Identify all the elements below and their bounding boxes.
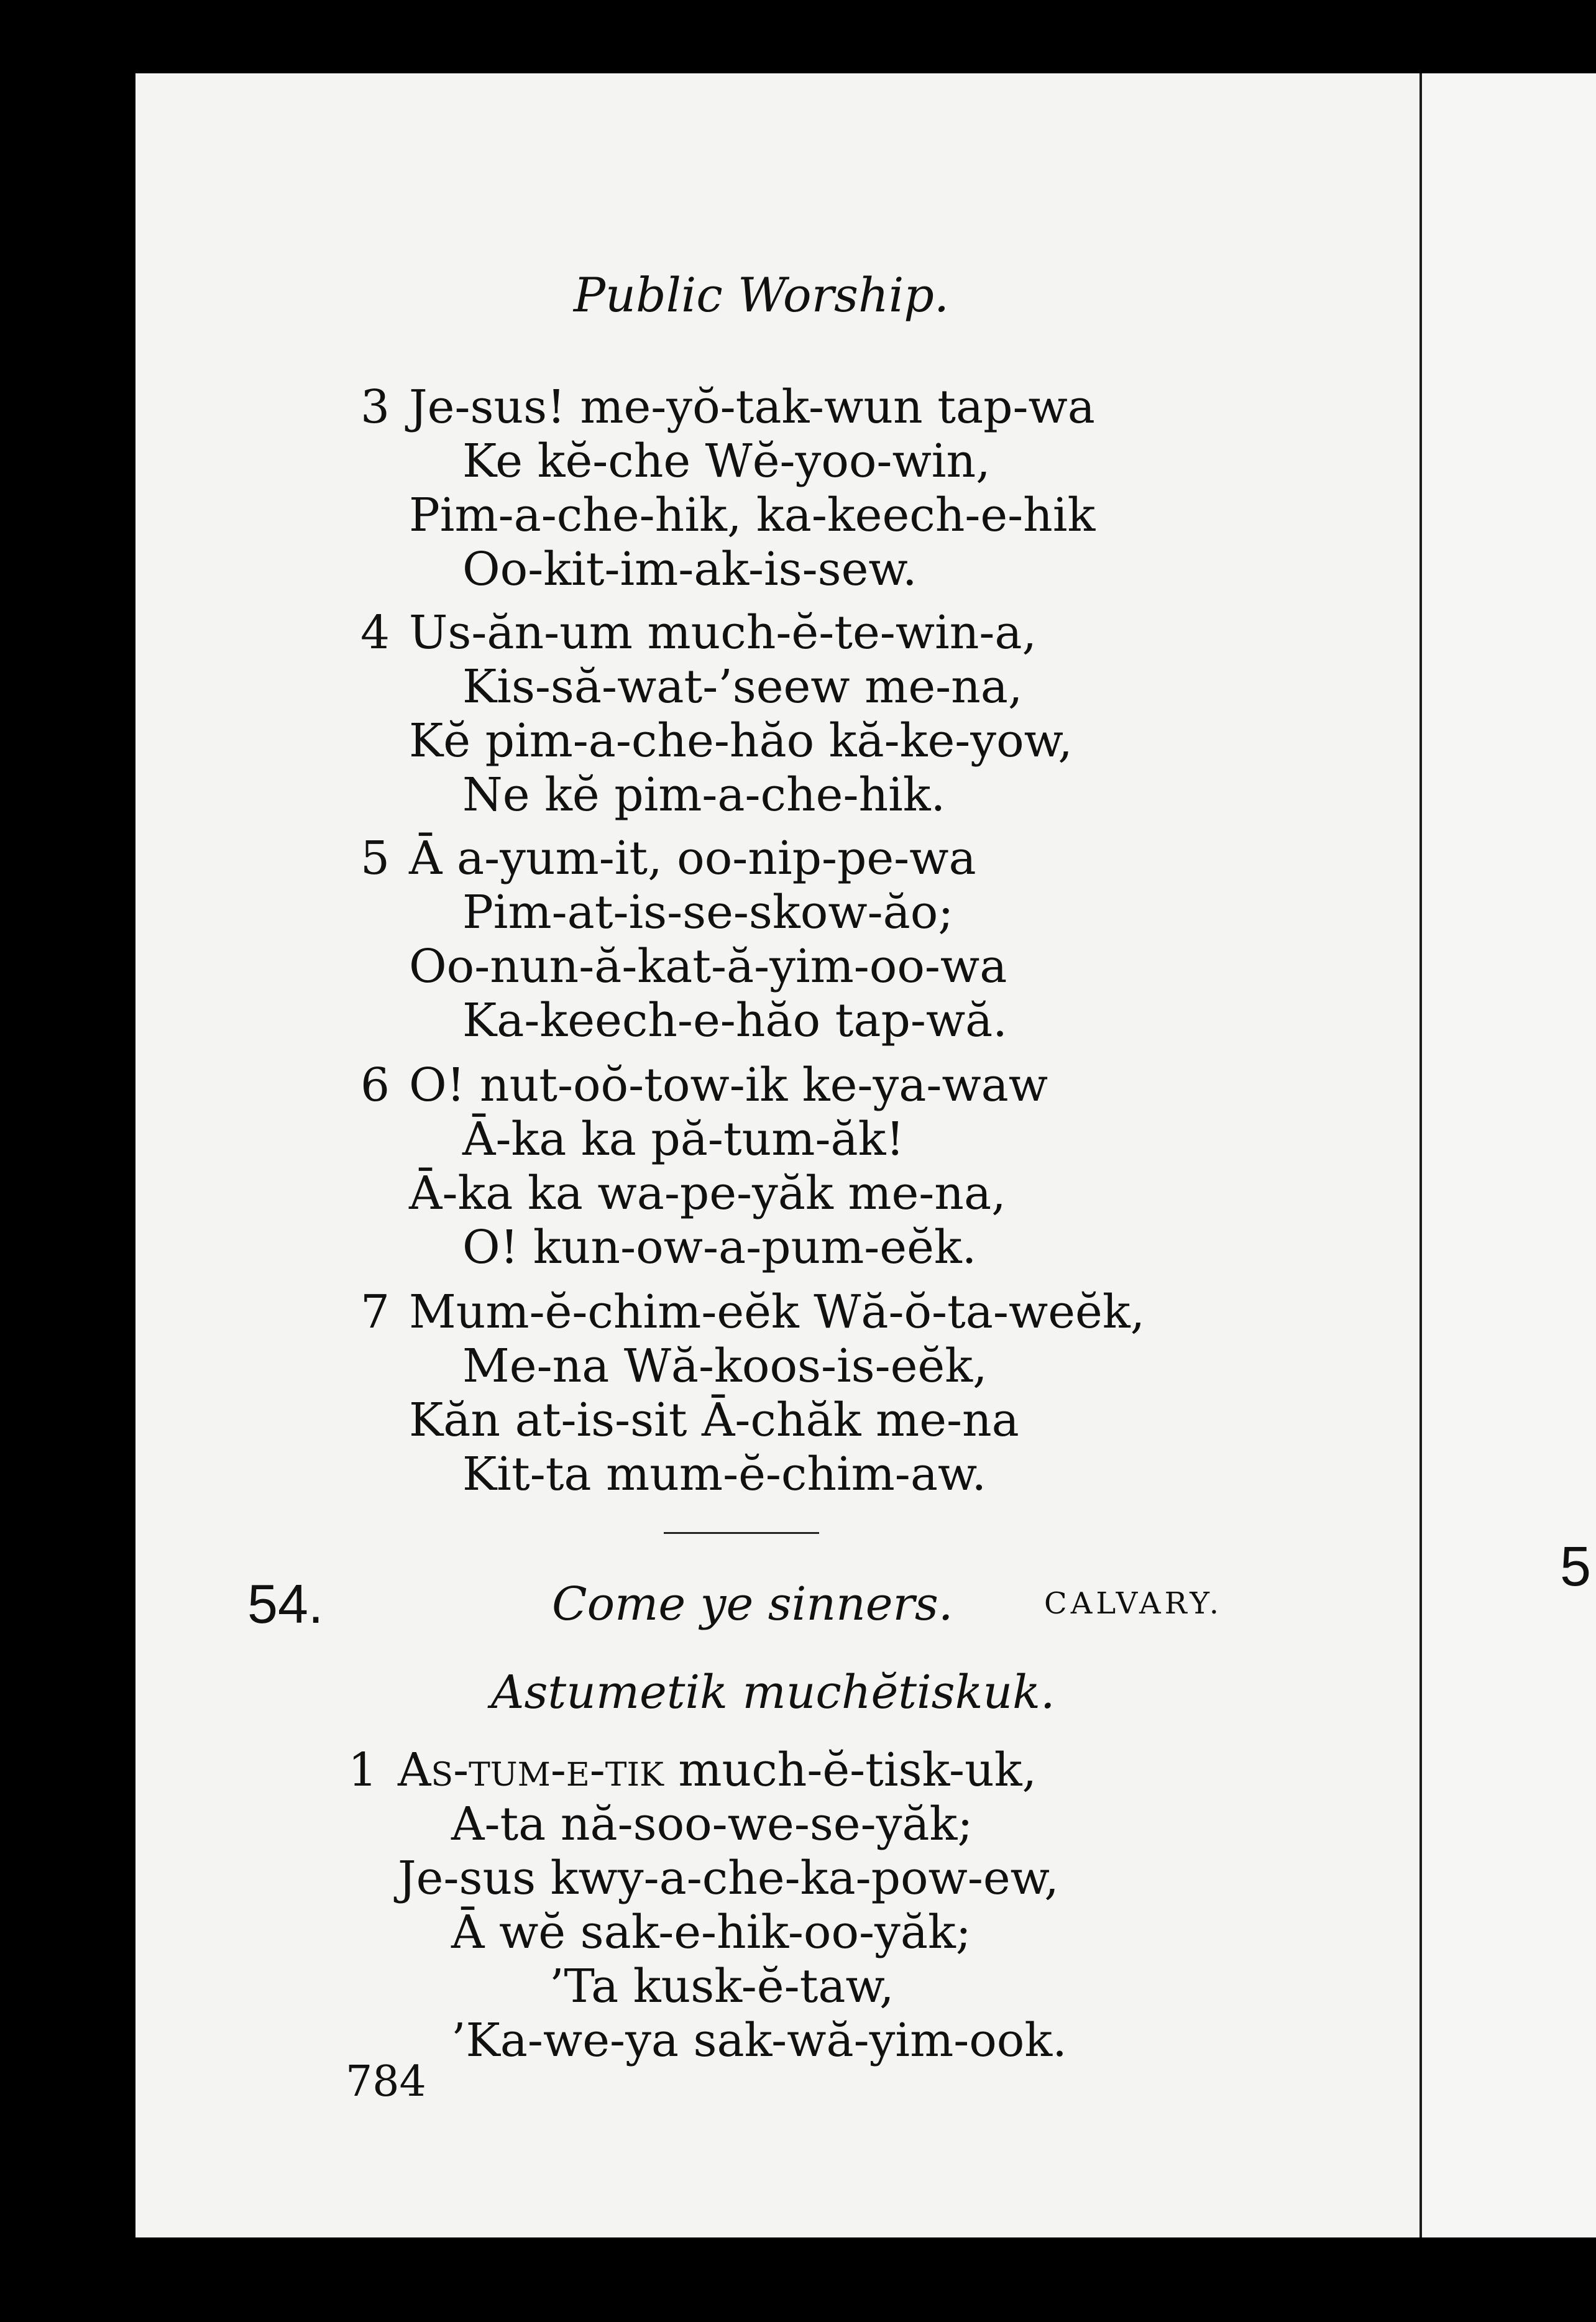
hymn-subtitle: Astumetik muchĕtiskuk.	[491, 1666, 1055, 1719]
verse-line: Mum-ĕ-chim-eĕk Wă-ŏ-ta-weĕk,	[409, 1285, 1145, 1339]
verse-line: Pim-a-che-hik, ka-keech-e-hik	[409, 489, 1096, 542]
page-number: 784	[346, 2057, 426, 2106]
verse-number: 1	[348, 1743, 378, 1797]
running-header: Public Worship.	[573, 267, 950, 323]
verse-line: Je-sus! me-yŏ-tak-wun tap-wa	[409, 380, 1095, 434]
tune-name: CALVARY.	[1044, 1586, 1223, 1621]
verse-line: Ā-ka ka wa-pe-yăk me-na,	[409, 1167, 1006, 1220]
section-divider	[664, 1532, 819, 1534]
verse-line: Ke kĕ-che Wĕ-yoo-win,	[462, 434, 991, 488]
verse-line: Kis-să-wat-’seew me-na,	[462, 660, 1023, 714]
verse-line: Ā wĕ sak-e-hik-oo-yăk;	[451, 1906, 971, 1959]
verse-line: Me-na Wă-koos-is-eĕk,	[462, 1339, 988, 1393]
verse-number: 3	[360, 380, 390, 434]
verse-line: Ne kĕ pim-a-che-hik.	[462, 768, 946, 822]
verse-line: Oo-nun-ă-kat-ă-yim-oo-wa	[409, 940, 1007, 993]
verse-first-line	[398, 1743, 1037, 1797]
verse-line: Oo-kit-im-ak-is-sew.	[462, 543, 917, 596]
first-line-rest: much-ĕ-tisk-uk,	[663, 1743, 1037, 1797]
verse-line: O! nut-oŏ-tow-ik ke-ya-waw	[409, 1058, 1048, 1112]
verse-number: 7	[360, 1285, 390, 1339]
verse-line: ’Ka-we-ya sak-wă-yim-ook.	[451, 2014, 1067, 2067]
verse-line: Ā a-yum-it, oo-nip-pe-wa	[409, 832, 976, 885]
hymn-number: 54.	[247, 1573, 324, 1635]
verse-number: 4	[360, 606, 390, 659]
verse-line: ’Ta kusk-ĕ-taw,	[549, 1960, 894, 2013]
verse-line: O! kun-ow-a-pum-eĕk.	[462, 1221, 977, 1274]
verse-line: Pim-at-is-se-skow-ăo;	[462, 886, 954, 939]
verse-line: Kĕ pim-a-che-hăo kă-ke-yow,	[409, 714, 1073, 768]
verse-line: Je-sus kwy-a-che-ka-pow-ew,	[398, 1852, 1059, 1905]
right-page-edge	[1422, 73, 1596, 2237]
verse-line: Ā-ka ka pă-tum-ăk!	[462, 1113, 905, 1166]
verse-number: 5	[360, 832, 390, 885]
first-word: As-tum-e-tik	[398, 1743, 664, 1797]
hymn-title: Come ye sinners.	[552, 1577, 953, 1631]
verse-number: 6	[360, 1058, 390, 1112]
verse-line: Us-ăn-um much-ĕ-te-win-a,	[409, 606, 1037, 659]
adjacent-page-fragment: 5	[1560, 1536, 1592, 1598]
verse-line: Kăn at-is-sit Ā-chăk me-na	[409, 1393, 1019, 1447]
verse-line: Kit-ta mum-ĕ-chim-aw.	[462, 1448, 987, 1501]
verse-line: A-ta nă-soo-we-se-yăk;	[451, 1797, 973, 1851]
verse-line: Ka-keech-e-hăo tap-wă.	[462, 994, 1007, 1047]
